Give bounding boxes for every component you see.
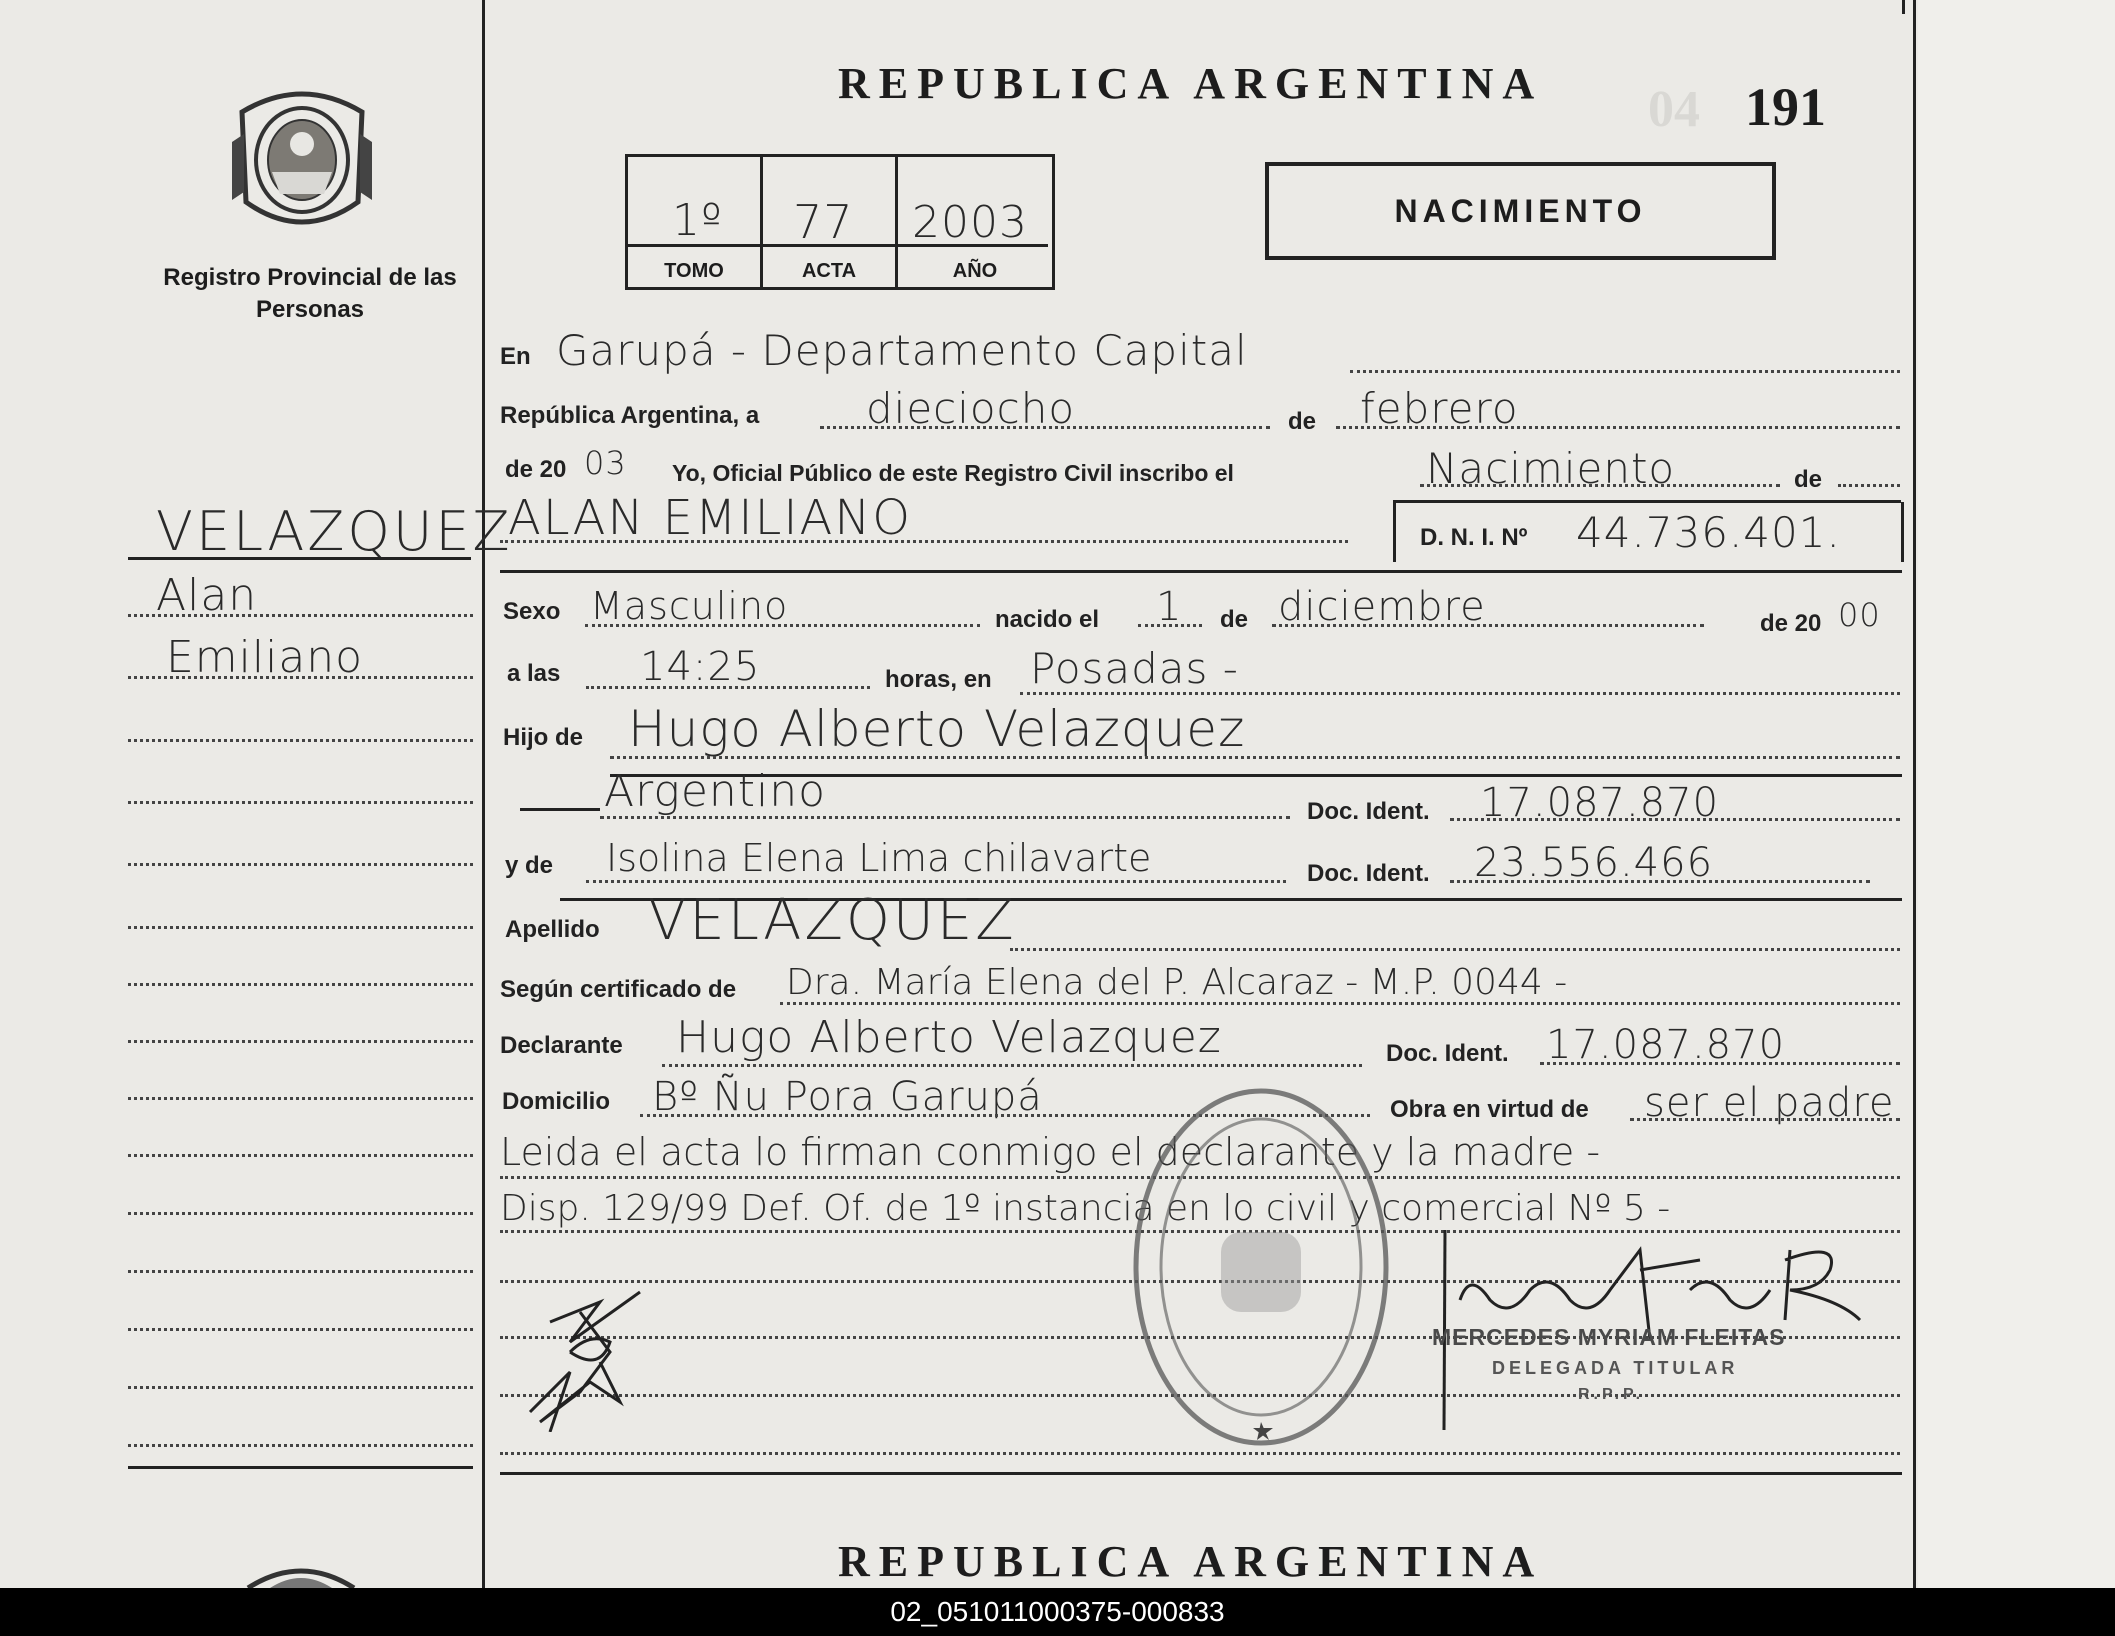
en-label: En xyxy=(500,343,531,370)
provincial-seal-icon-next-page xyxy=(240,1560,362,1588)
tomo-label: TOMO xyxy=(664,260,724,282)
child-name-line xyxy=(500,540,1348,543)
note-line-1: Leida el acta lo firman conmigo el declarante y la madre - xyxy=(500,1130,1601,1174)
official-stamp-icon xyxy=(1126,1082,1396,1452)
official-abbr: R.P.P. xyxy=(1578,1386,1645,1403)
de-label: de xyxy=(1288,408,1317,435)
stub-bottom-rule xyxy=(128,1466,473,1469)
inscribo-label: Yo, Oficial Público de este Registro Civil inscribo el xyxy=(672,460,1234,486)
record-number-faint-prefix: 04 xyxy=(1648,81,1700,138)
apellido-value: VELAZQUEZ xyxy=(648,888,1017,953)
dni-box xyxy=(1393,502,1904,562)
place-value: Garupá - Departamento Capital xyxy=(556,326,1248,375)
record-number: 191 xyxy=(1745,77,1826,137)
act-line xyxy=(1420,484,1780,487)
declarante-line xyxy=(662,1064,1362,1067)
ano-box xyxy=(895,154,1055,290)
hijo-label: Hijo de xyxy=(503,724,584,751)
birth-place-value: Posadas - xyxy=(1030,644,1239,693)
stub-surname-rule xyxy=(128,557,471,560)
birth-day-value: 1 xyxy=(1156,584,1183,630)
form-right-border xyxy=(1913,0,1916,1588)
mother-doc-value: 23.556.466 xyxy=(1474,840,1714,886)
sexo-line xyxy=(585,624,980,627)
father-doc-value: 17.087.870 xyxy=(1480,780,1720,826)
apellido-label: Apellido xyxy=(505,916,600,943)
year-suffix-value: 03 xyxy=(584,444,627,482)
note-line-2: Disp. 129/99 Def. Of. de 1º instancia en lo civil y comercial Nº 5 - xyxy=(500,1188,1671,1229)
mother-doc-label: Doc. Ident. xyxy=(1307,860,1430,887)
de2-label: de xyxy=(1794,466,1823,493)
de3-label: de xyxy=(1220,606,1249,633)
ano-label: AÑO xyxy=(952,260,998,282)
official-name: MERCEDES MYRIAM FLEITAS xyxy=(1432,1324,1786,1350)
record-type-box: NACIMIENTO xyxy=(1265,162,1776,260)
boxes-inner-rule xyxy=(628,244,1048,247)
yde-label: y de xyxy=(505,852,554,879)
father-doc-label: Doc. Ident. xyxy=(1307,798,1430,825)
image-id-bar: 02_051011000375-000833 xyxy=(0,1588,2115,1636)
month-value: febrero xyxy=(1360,384,1519,433)
birth-year-suffix-value: 00 xyxy=(1838,596,1881,634)
father-name-value: Hugo Alberto Velazquez xyxy=(628,700,1246,758)
alas-label: a las xyxy=(507,660,561,687)
day-words-value: dieciocho xyxy=(866,384,1076,433)
acta-box xyxy=(760,154,898,290)
declarante-doc-line xyxy=(1540,1062,1900,1065)
certificate-value: Dra. María Elena del P. Alcaraz - M.P. 0044 - xyxy=(786,962,1568,1003)
ano-value: 2003 xyxy=(912,197,1028,248)
declarante-label: Declarante xyxy=(500,1032,623,1059)
acta-value: 77 xyxy=(793,195,854,249)
provincial-seal-icon xyxy=(228,82,376,234)
acta-label: ACTA xyxy=(801,260,857,282)
time-value: 14:25 xyxy=(640,644,761,690)
birth-day-line xyxy=(1138,624,1202,627)
birth-place-line xyxy=(1020,692,1900,695)
country-title: REPUBLICA ARGENTINA xyxy=(838,59,1544,108)
certificate-line xyxy=(780,1002,1900,1005)
obra-label: Obra en virtud de xyxy=(1390,1096,1589,1123)
day-line xyxy=(820,426,1270,429)
section-rule-1 xyxy=(500,570,1902,573)
time-line xyxy=(586,686,870,689)
declarant-signature-icon xyxy=(510,1282,660,1432)
tomo-box xyxy=(625,154,763,290)
nationality-line xyxy=(600,816,1290,819)
month-line xyxy=(1336,426,1900,429)
father-nationality-value: Argentino xyxy=(604,766,827,817)
sexo-label: Sexo xyxy=(503,598,561,625)
declarante-value: Hugo Alberto Velazquez xyxy=(676,1012,1222,1063)
dni-value: 44.736.401. xyxy=(1576,508,1841,557)
tomo-value: 1º xyxy=(672,195,723,246)
mother-name-value: Isolina Elena Lima chilavarte xyxy=(606,836,1152,880)
birth-month-line xyxy=(1272,624,1704,627)
domicilio-value: Bº Ñu Pora Garupá xyxy=(652,1074,1043,1120)
dni-label: D. N. I. Nº xyxy=(1420,524,1528,551)
birth-month-value: diciembre xyxy=(1278,584,1486,630)
adjacent-page-edge xyxy=(1918,0,2115,1588)
stub-first-name: Alan xyxy=(156,570,258,621)
birth-year-prefix-label: de 20 xyxy=(1760,610,1822,637)
father-doc-line xyxy=(1450,818,1900,821)
republica-label: República Argentina, a xyxy=(500,402,760,429)
apellido-line xyxy=(1010,948,1900,951)
domicilio-label: Domicilio xyxy=(502,1088,611,1115)
segun-label: Según certificado de xyxy=(500,976,737,1003)
sexo-value: Masculino xyxy=(590,584,789,628)
next-page-country-title: REPUBLICA ARGENTINA xyxy=(838,1537,1544,1586)
stub-second-name: Emiliano xyxy=(166,632,364,683)
stamp-text xyxy=(1135,1230,1136,1231)
act-value: Nacimiento xyxy=(1426,444,1676,493)
declarante-doc-value: 17.087.870 xyxy=(1546,1022,1786,1068)
form-bottom-rule xyxy=(500,1472,1902,1475)
stub-surname: VELAZQUEZ xyxy=(156,500,513,563)
year-prefix-label: de 20 xyxy=(505,456,567,483)
official-role: DELEGADA TITULAR xyxy=(1492,1358,1739,1378)
declarante-doc-label: Doc. Ident. xyxy=(1386,1040,1509,1067)
dni-top-rule xyxy=(1393,500,1901,503)
mother-doc-line xyxy=(1450,880,1870,883)
form-top-right-tick xyxy=(1902,0,1905,14)
de2-line xyxy=(1838,484,1900,487)
registry-name: Registro Provincial de las Personas xyxy=(163,264,457,323)
nationality-dash xyxy=(520,808,600,811)
mother-name-line xyxy=(586,880,1286,883)
nacido-label: nacido el xyxy=(995,606,1100,633)
child-name-value: ALAN EMILIANO xyxy=(508,490,912,546)
stub-divider xyxy=(482,0,485,1588)
father-name-line xyxy=(610,756,1900,759)
obra-line xyxy=(1630,1118,1900,1121)
horas-label: horas, en xyxy=(885,666,992,693)
place-line xyxy=(1350,370,1900,373)
obra-value: ser el padre xyxy=(1644,1080,1895,1126)
